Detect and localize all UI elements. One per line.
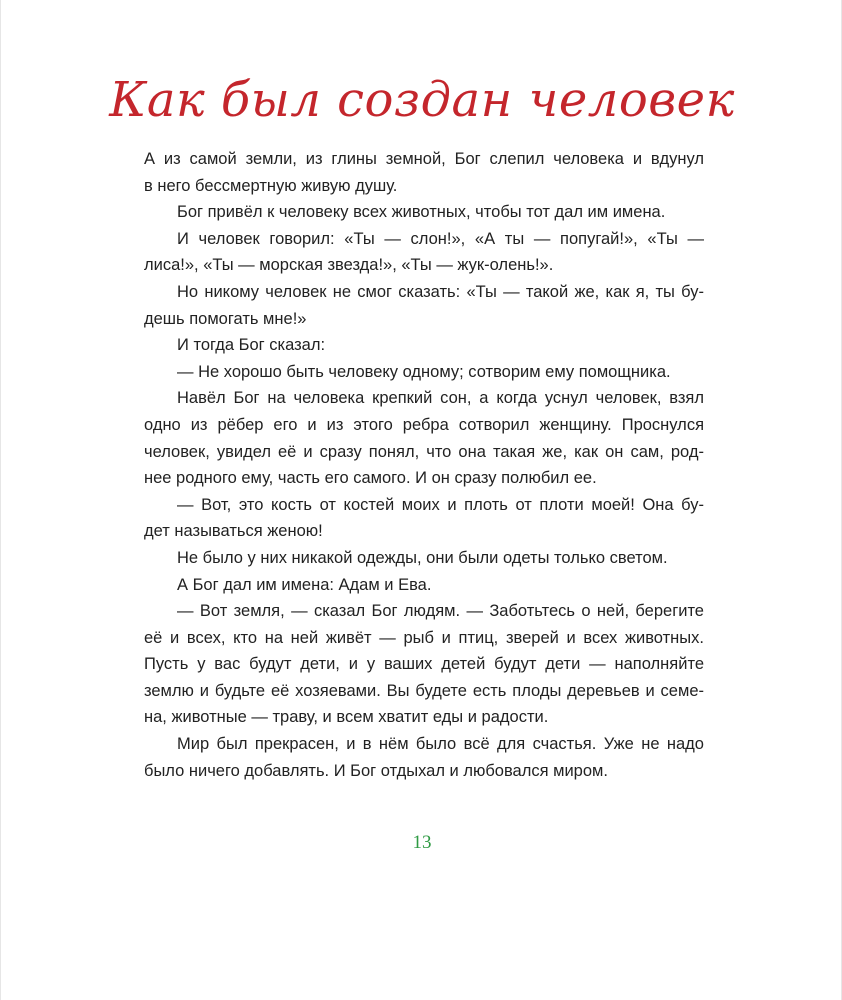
text-line: одно из рёбер его и из этого ребра сотворил женщину. Проснулся: [144, 415, 704, 434]
text-line: Пусть у вас будут дети, и у ваших детей будут дети — наполняйте: [144, 655, 704, 674]
text-line: — Вот земля, — сказал Бог людям. — Заботьтесь о ней, берегите: [177, 602, 704, 621]
text-line: — Вот, это кость от костей моих и плоть от плоти моей! Она бу-: [177, 495, 704, 514]
chapter-title: Как был создан человек: [109, 72, 735, 128]
text-line: дет называться женою!: [144, 522, 323, 541]
text-line: И человек говорил: «Ты — слон!», «А ты — попугай!», «Ты —: [177, 229, 704, 248]
text-line: Бог привёл к человеку всех животных, чтобы тот дал им имена.: [177, 203, 666, 222]
text-line: лиса!», «Ты — морская звезда!», «Ты — жук-олень!».: [144, 256, 554, 275]
text-line: её и всех, кто на ней живёт — рыб и птиц, зверей и всех животных.: [144, 628, 704, 647]
text-line: в него бессмертную живую душу.: [144, 176, 398, 195]
text-line: землю и будьте её хозяевами. Вы будете есть плоды деревьев и семе-: [144, 681, 704, 700]
text-line: дешь помогать мне!»: [144, 309, 307, 328]
chapter-body: [144, 146, 704, 784]
text-line: нее родного ему, часть его самого. И он сразу полюбил ее.: [144, 469, 597, 488]
text-line: И тогда Бог сказал:: [177, 336, 326, 355]
text-line: Но никому человек не смог сказать: «Ты — такой же, как я, ты бу-: [177, 282, 704, 301]
text-line: Не было у них никакой одежды, они были одеты только светом.: [177, 548, 668, 567]
text-line: А Бог дал им имена: Адам и Ева.: [177, 575, 432, 594]
text-line: Мир был прекрасен, и в нём было всё для счастья. Уже не надо: [177, 735, 704, 754]
text-line: было ничего добавлять. И Бог отдыхал и любовался миром.: [144, 761, 608, 780]
text-line: — Не хорошо быть человеку одному; сотворим ему помощника.: [177, 362, 671, 381]
text-line: Навёл Бог на человека крепкий сон, а когда уснул человек, взял: [177, 389, 704, 408]
text-line: человек, увидел её и сразу понял, что она такая же, как он сам, род-: [144, 442, 704, 461]
text-line: на, животные — траву, и всем хватит еды и радости.: [144, 708, 549, 727]
page-number: 13: [412, 832, 432, 853]
text-line: А из самой земли, из глины земной, Бог слепил человека и вдунул: [144, 150, 704, 168]
